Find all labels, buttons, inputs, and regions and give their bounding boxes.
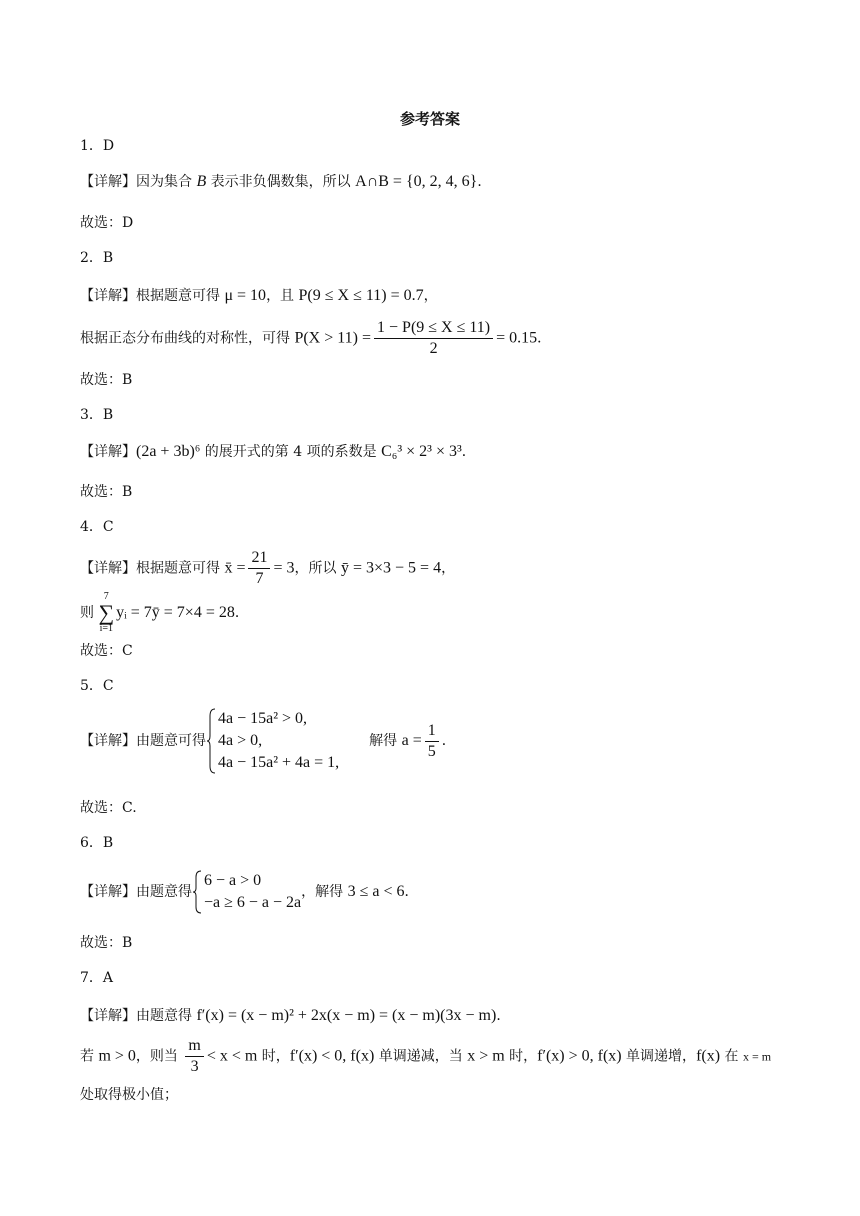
- q5-detail: [80, 708, 456, 774]
- q5-answer: 故选：C.: [80, 800, 137, 816]
- q2-detail-1: [80, 286, 438, 306]
- sigma-glyph: ∑: [98, 600, 115, 625]
- math: = 0.15: [496, 329, 538, 347]
- numerator: m: [185, 1036, 203, 1057]
- q4-label: 4．C: [80, 519, 114, 535]
- q2-answer: 故选：B: [80, 372, 133, 388]
- sum-upper: 7: [103, 591, 109, 602]
- sum-lower: i=1: [99, 623, 113, 634]
- text: ，且: [266, 288, 299, 304]
- text: 的展开式的第 4 项的系数是: [200, 444, 382, 460]
- math: m > 0: [98, 1047, 136, 1065]
- math: μ = 10: [224, 287, 267, 304]
- math: 3 ≤ a < 6: [347, 883, 405, 900]
- text: 【详解】根据题意可得: [80, 560, 225, 577]
- math: f′(x) > 0, f(x): [537, 1047, 622, 1065]
- math: f′(x) = (x − m)² + 2x(x − m) = (x − m)(3x − m): [196, 1007, 497, 1024]
- math: x > m: [467, 1047, 505, 1065]
- text: ，: [423, 288, 438, 304]
- equation-row: 4a − 15a² + 4a = 1,: [218, 754, 340, 771]
- text: ，: [441, 560, 456, 577]
- text: 【详解】根据题意可得: [80, 288, 225, 304]
- brace-icon: [206, 708, 216, 774]
- text: 单调递减，当: [374, 1048, 468, 1065]
- q1-label: 1．D: [80, 138, 115, 154]
- fraction: [248, 548, 270, 589]
- text: 解得: [369, 733, 402, 749]
- q4-detail-1: [80, 548, 455, 589]
- q1-answer: 故选：D: [80, 215, 134, 231]
- text: 【详解】因为集合: [80, 174, 197, 190]
- math: x̄ =: [224, 559, 246, 577]
- text: 【详解】: [80, 444, 136, 460]
- equation-row: 4a − 15a² > 0,: [218, 710, 308, 727]
- denominator: 3: [190, 1058, 199, 1075]
- fraction: [425, 721, 439, 762]
- q4-answer: 故选：C: [80, 643, 133, 659]
- brace-icon: [192, 870, 202, 914]
- text: 根据正态分布曲线的对称性，可得: [80, 330, 295, 347]
- text: ．: [404, 884, 419, 900]
- q3-label: 3．B: [80, 407, 114, 423]
- sum-symbol: [98, 592, 114, 634]
- q6-label: 6．B: [80, 835, 114, 851]
- math: a =: [401, 732, 422, 749]
- text: 单调递增，: [621, 1048, 697, 1065]
- text: ．: [496, 1008, 511, 1024]
- text: ．: [537, 330, 552, 347]
- math: f′(x) < 0, f(x): [289, 1047, 375, 1065]
- math: C₆³ × 2³ × 3³: [381, 443, 462, 460]
- q3-answer: 故选：B: [80, 484, 133, 500]
- text: 【详解】由题意可得: [80, 733, 206, 749]
- equation-row: 4a > 0,: [218, 732, 263, 749]
- text: ．: [234, 605, 249, 621]
- math: P(X > 11) =: [294, 329, 372, 347]
- q2-detail-2: [80, 318, 551, 359]
- numerator: 21: [248, 548, 270, 569]
- numerator: 1 − P(9 ≤ X ≤ 11): [374, 318, 493, 339]
- text: ．: [461, 444, 476, 460]
- text: ，解得: [301, 884, 348, 900]
- math: (2a + 3b)⁶: [136, 443, 201, 460]
- text: 在: [720, 1048, 743, 1065]
- inequality-row: −a ≥ 6 − a − 2a: [204, 894, 302, 911]
- math: yᵢ = 7ȳ = 7×4 = 28: [116, 604, 235, 621]
- text: ．: [477, 174, 492, 190]
- math: f(x): [696, 1047, 721, 1065]
- math: = 3: [273, 559, 295, 577]
- math: B: [196, 173, 207, 190]
- denominator: 5: [427, 742, 436, 760]
- q5-label: 5．C: [80, 678, 114, 694]
- fraction: [374, 318, 493, 359]
- math: ȳ = 3×3 − 5 = 4: [340, 559, 442, 577]
- page-title: 参考答案: [399, 110, 460, 128]
- q3-detail: [80, 442, 476, 462]
- inequality-row: 6 − a > 0: [204, 872, 262, 889]
- q7-label: 7．A: [80, 970, 114, 986]
- fraction: [185, 1036, 203, 1077]
- text: ，则当: [135, 1048, 183, 1065]
- math: P(9 ≤ X ≤ 11) = 0.7: [298, 287, 424, 304]
- equation-system: [206, 708, 339, 774]
- math: A∩B = {0, 2, 4, 6}: [355, 173, 478, 190]
- inequality-system: [192, 870, 301, 914]
- text: ．: [441, 733, 456, 749]
- text: 时，: [257, 1048, 290, 1065]
- q7-detail-2: [80, 1036, 771, 1077]
- text: 时，: [504, 1048, 538, 1065]
- q7-detail-3: 处取得极小值；: [80, 1087, 178, 1103]
- q6-answer: 故选：B: [80, 935, 133, 951]
- denominator: 2: [429, 340, 438, 357]
- math: < x < m: [206, 1047, 258, 1065]
- q4-detail-2: [80, 592, 249, 634]
- denominator: 7: [255, 570, 264, 587]
- text: 则: [80, 605, 99, 621]
- q6-detail: [80, 870, 419, 914]
- text: 【详解】由题意得: [80, 1008, 197, 1024]
- q2-label: 2．B: [80, 250, 114, 266]
- q1-detail: [80, 172, 491, 192]
- text: 【详解】由题意得: [80, 884, 192, 900]
- math: x = m: [742, 1049, 772, 1064]
- text: 表示非负偶数集，所以: [206, 174, 356, 190]
- q7-detail-1: [80, 1006, 510, 1026]
- numerator: 1: [425, 721, 439, 742]
- text: 若: [80, 1048, 99, 1065]
- text: ，所以: [294, 560, 341, 577]
